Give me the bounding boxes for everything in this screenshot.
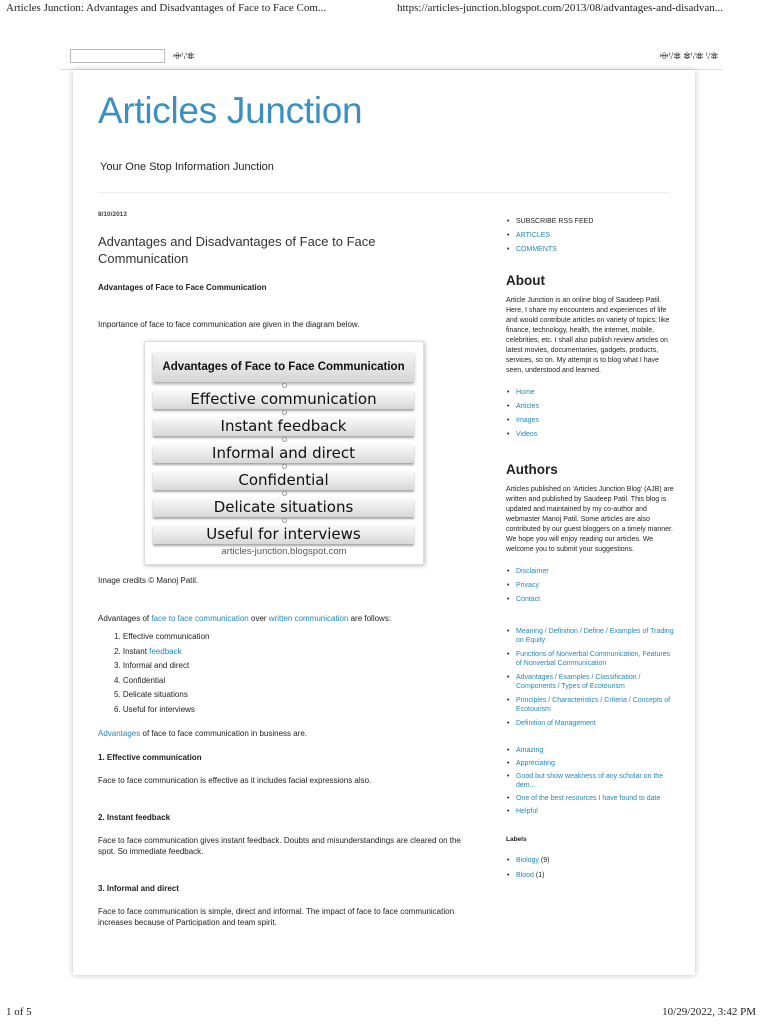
comment-item[interactable] (506, 807, 676, 816)
legal-link-item[interactable] (506, 593, 676, 607)
blog-title[interactable]: Articles Junction (98, 90, 363, 131)
comment-item[interactable] (506, 772, 676, 790)
diagram-item: Informal and direct (153, 444, 414, 463)
navbar-search-button[interactable]: ꗴꗷꗶ (173, 51, 195, 61)
popular-post-link[interactable]: Meaning / Definition / Define / Examples of Trading on Equity (516, 628, 674, 644)
list-item (114, 659, 468, 674)
about-text: Article Junction is an online blog of Saudeep Patil. Here, I share my encounters and experiences of life and would contribute articles on variety of topics; like finance, technology, health, the internet, mobile, celebrities, etc. I shall also publish review articles on latest movies, documentaries, gadgets, products, services, so on. My attempt is to blog what I have seen, understood and learned. (506, 297, 670, 374)
comment-link[interactable]: One of the best resources I have found to date (516, 795, 661, 802)
navbar-search-input[interactable] (70, 49, 165, 63)
print-datetime: 10/29/2022, 3:42 PM (662, 1006, 756, 1018)
diagram-connector-icon (282, 410, 287, 415)
post-intro: Importance of face to face communication are given in the diagram below. (98, 320, 360, 329)
list-number: 4. (114, 675, 121, 685)
authors-heading: Authors (506, 462, 558, 477)
list-text: Effective communication (122, 632, 210, 641)
header-divider (98, 192, 669, 193)
page-link-articles[interactable]: Articles (516, 403, 539, 410)
post-title: Advantages and Disadvantages of Face to Face Communication (98, 234, 376, 266)
list-text: Confidential (122, 675, 166, 685)
popular-post-link[interactable]: Functions of Nonverbal Communication, Features of Nonverbal Communication (516, 651, 671, 667)
business-advantages-line (98, 728, 468, 739)
diagram-connector-icon (282, 491, 287, 496)
contact-link[interactable]: Contact (516, 596, 541, 603)
diagram-item: Instant feedback (153, 417, 414, 436)
advantages-intro (98, 613, 468, 624)
labels-list (506, 853, 676, 883)
comment-item[interactable] (506, 759, 676, 768)
label-item[interactable] (506, 853, 676, 868)
list-item (114, 645, 468, 660)
list-item (114, 688, 468, 703)
list-number: 3. (114, 661, 121, 671)
advantages-intro-suffix: are follows: (348, 614, 392, 623)
comment-link[interactable]: Good but show weakness of any scholar on the dem... (516, 773, 664, 789)
list-item (114, 674, 468, 689)
legal-link-item[interactable] (506, 565, 676, 579)
list-number: 2. (114, 646, 121, 656)
diagram-item: Useful for interviews (153, 525, 414, 544)
print-footer (0, 1006, 768, 1022)
section-heading: 1. Effective communication (98, 752, 202, 762)
feed-item[interactable] (506, 215, 676, 229)
post-subheading: Advantages of Face to Face Communication (98, 283, 267, 292)
page-link-item[interactable] (506, 414, 676, 428)
list-item (114, 703, 468, 718)
popular-post-link[interactable]: Principles / Characteristics / Criteria / Concepts of Ecotourism (516, 697, 671, 713)
popular-posts (506, 627, 676, 728)
page-link-images[interactable]: Images (516, 417, 539, 424)
page-link-item[interactable] (506, 428, 676, 442)
list-text: Delicate situations (122, 690, 188, 700)
labels-heading: Labels (506, 836, 527, 843)
popular-post-item[interactable] (506, 696, 676, 714)
blog-page (73, 70, 695, 975)
legal-link-item[interactable] (506, 579, 676, 593)
print-page-number: 1 of 5 (6, 1006, 32, 1018)
section-body: Face to face communication gives instant feedback. Doubts and misunderstandings are cleared on the spot. So immediate feedback. (98, 835, 461, 856)
popular-post-link[interactable]: Advantages / Examples / Classification / Components / Types of Ecotourism (516, 674, 641, 690)
list-number: 1. (114, 632, 121, 641)
diagram-item: Effective communication (153, 390, 414, 409)
label-item[interactable] (506, 868, 676, 883)
page-link-item[interactable] (506, 386, 676, 400)
label-link[interactable]: Biology (516, 857, 539, 864)
image-credit: Image credits © Manoj Patil. (98, 576, 199, 585)
diagram-connector-icon (282, 437, 287, 442)
blogger-navbar (60, 40, 722, 70)
list-number: 6. (114, 704, 121, 714)
comment-item[interactable] (506, 794, 676, 803)
section-heading: 2. Instant feedback (98, 812, 171, 822)
feed-articles-link[interactable]: ARTICLES (516, 232, 551, 239)
diagram-item: Confidential (153, 471, 414, 490)
feed-label[interactable]: SUBSCRIBE RSS FEED (516, 218, 594, 225)
advantages-list (114, 630, 468, 718)
written-communication-link[interactable]: written communication (268, 614, 349, 623)
sidebar (506, 211, 676, 883)
diagram-credit: articles-junction.blogspot.com (221, 546, 347, 557)
section-body: Face to face communication is effective as it includes facial expressions also. (98, 775, 372, 785)
popular-post-link[interactable]: Definition of Management (516, 720, 596, 727)
list-text: Informal and direct (122, 661, 190, 671)
print-header (0, 2, 768, 18)
popular-post-item[interactable] (506, 627, 676, 645)
diagram-header: Advantages of Face to Face Communication (153, 352, 414, 382)
face-to-face-link[interactable]: face to face communication (151, 614, 249, 623)
feed-item[interactable] (506, 243, 676, 257)
navbar-create-blog-link[interactable]: ꗴꗷꗶ ꗶꗷꗶ ꗷꗶ (659, 51, 718, 61)
legal-links (506, 565, 676, 607)
label-count: (9) (540, 857, 550, 864)
authors-text: Articles published on 'Articles Junction Blog' (AJB) are written and published by Saudeep Patil. This blog is updated and maintained by my co-author and webmaster Manoj Patil. Some articles are also contributed by our guest bloggers on a timely manner. We hope you will enjoy reading our articles. We welcome you to submit your suggestions. (506, 486, 674, 553)
page-link-home[interactable]: Home (516, 389, 535, 396)
popular-post-item[interactable] (506, 673, 676, 691)
feedback-link[interactable]: feedback (149, 646, 182, 656)
page-link-item[interactable] (506, 400, 676, 414)
diagram-connector-icon (282, 518, 287, 523)
list-text: Useful for interviews (122, 704, 195, 714)
list-number: 5. (114, 690, 121, 700)
advantages-link[interactable]: Advantages (98, 728, 141, 738)
comment-link[interactable]: Amazing (516, 747, 544, 754)
privacy-link[interactable]: Privacy (516, 582, 539, 589)
business-line-text: of face to face communication in business are. (140, 728, 308, 738)
post-body (98, 282, 468, 928)
comment-link[interactable]: Appreciating (516, 760, 555, 767)
popular-post-item[interactable] (506, 719, 676, 728)
advantages-intro-middle: over (248, 614, 269, 623)
diagram-connector-icon (282, 464, 287, 469)
section-body: Face to face communication is simple, direct and informal. The impact of face to face communication increases because of Participation and team spirit. (98, 906, 455, 927)
diagram-connector-icon (282, 383, 287, 388)
about-heading: About (506, 273, 545, 288)
feed-links (506, 215, 676, 257)
page-links (506, 386, 676, 442)
comment-link[interactable]: Helpful (516, 808, 538, 815)
post-date: 8/10/2013 (98, 211, 127, 218)
list-item (114, 630, 468, 645)
comment-item[interactable] (506, 746, 676, 755)
label-link[interactable]: Blood (516, 872, 534, 879)
label-count: (1) (535, 872, 545, 879)
list-text: Instant (122, 646, 150, 656)
feed-item[interactable] (506, 229, 676, 243)
diagram-item: Delicate situations (153, 498, 414, 517)
reaction-comments (506, 746, 676, 816)
section-heading: 3. Informal and direct (98, 883, 179, 893)
popular-post-item[interactable] (506, 650, 676, 668)
main-column (98, 211, 468, 928)
advantages-diagram (144, 341, 424, 565)
feed-comments-link[interactable]: COMMENTS (516, 246, 557, 253)
blog-description: Your One Stop Information Junction (100, 161, 274, 173)
print-page-title: Articles Junction: Advantages and Disadvantages of Face to Face Com... (6, 2, 327, 14)
disclaimer-link[interactable]: Disclaimer (516, 568, 549, 575)
print-page-url: https://articles-junction.blogspot.com/2013/08/advantages-and-disadvan... (397, 2, 723, 14)
advantages-intro-prefix: Advantages of (98, 614, 152, 623)
page-link-videos[interactable]: Videos (516, 431, 538, 438)
